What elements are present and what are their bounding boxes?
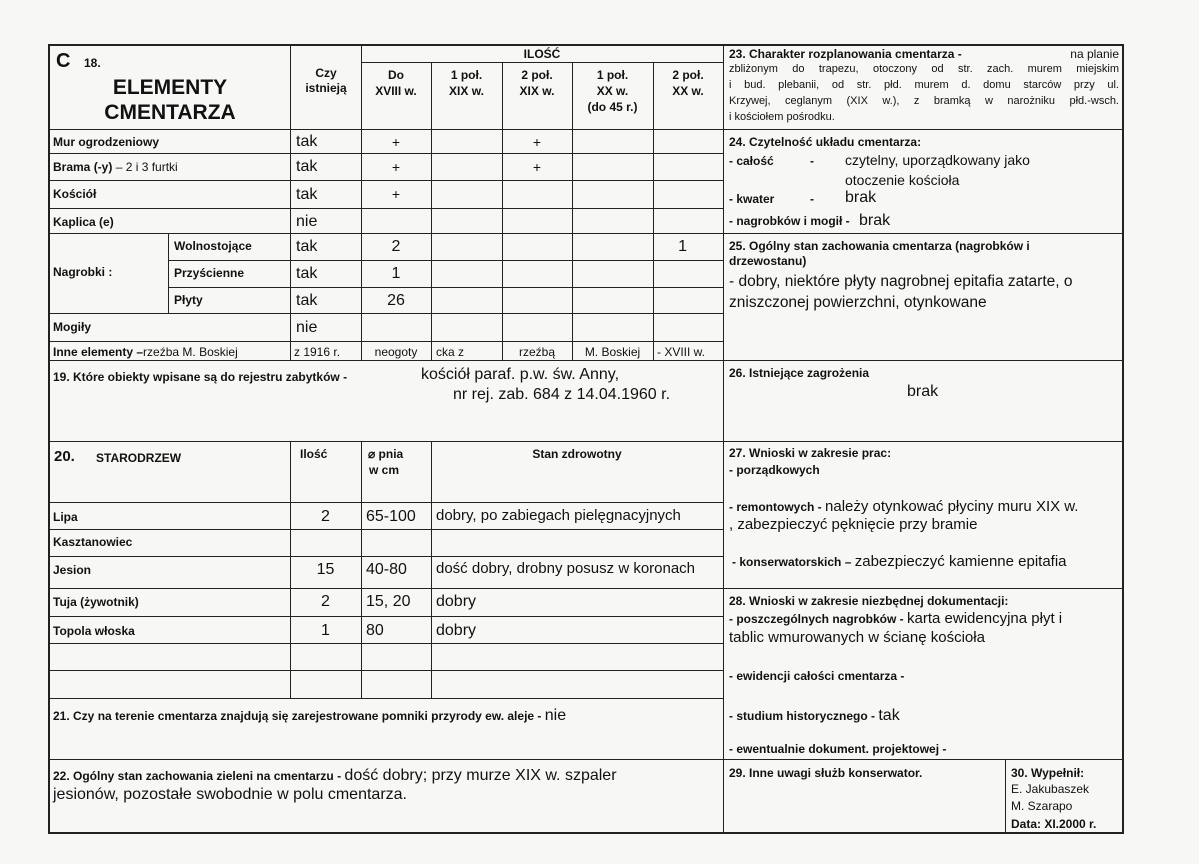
q27-repair-label: - remontowych - bbox=[729, 500, 822, 514]
q23-text: Krzywej, ceglanym (XIX w.), z bramką w narożniku płd.-wsch. bbox=[729, 95, 1119, 107]
q26-answer: brak bbox=[907, 383, 939, 400]
tree-qty: 2 bbox=[321, 508, 330, 525]
period-header-4-line2: XX w. bbox=[672, 84, 704, 98]
grid-line bbox=[361, 441, 362, 698]
exists-value: tak bbox=[296, 186, 318, 203]
quantity-cell: + bbox=[391, 159, 401, 175]
grid-line bbox=[48, 556, 723, 557]
q24-whole-value: czytelny, uporządkowany jako bbox=[845, 152, 1030, 168]
exists-value: tak bbox=[296, 133, 318, 150]
q25-label: 25. Ogólny stan zachowania cmentarza (nagrobków i bbox=[729, 239, 1030, 253]
grid-line bbox=[168, 233, 169, 313]
grid-line bbox=[431, 63, 432, 360]
q21-label: 21. Czy na terenie cmentarza znajdują się zarejestrowane pomniki przyrody ew. aleje - bbox=[53, 709, 542, 723]
q24-graves-value: brak bbox=[859, 212, 891, 229]
quantity-cell: 26 bbox=[387, 292, 405, 309]
quantity-header: ILOŚĆ bbox=[523, 47, 561, 61]
tree-qty: 1 bbox=[321, 622, 330, 639]
element-label: Brama (-y) bbox=[53, 160, 113, 174]
grid-line bbox=[431, 441, 432, 698]
exists-value: tak bbox=[296, 158, 318, 175]
grid-line bbox=[723, 44, 724, 834]
q20-col-qty: Ilość bbox=[300, 447, 328, 461]
quantity-cell: 2 bbox=[391, 238, 401, 255]
period-header-3-line2: XX w. bbox=[596, 84, 629, 98]
exists-value: nie bbox=[296, 319, 318, 336]
element-label: Kościół bbox=[53, 187, 97, 201]
q24-label: 24. Czytelność układu cmentarza: bbox=[729, 135, 922, 149]
grid-line bbox=[361, 62, 723, 63]
q24-quarters-dash: - bbox=[810, 192, 814, 206]
q27-label: 27. Wnioski w zakresie prac: bbox=[729, 446, 892, 460]
quantity-cell: + bbox=[532, 159, 542, 175]
grave-type-label: Płyty bbox=[174, 293, 203, 307]
element-label: Mogiły bbox=[53, 320, 91, 334]
quantity-cell: rzeźbą bbox=[518, 345, 556, 359]
q28-design-label: - ewentualnie dokument. projektowej - bbox=[729, 742, 947, 756]
q24-graves-label: - nagrobków i mogił - bbox=[729, 214, 850, 228]
q20-title: STARODRZEW bbox=[96, 451, 182, 465]
grid-line bbox=[48, 529, 723, 530]
q28-study-value: tak bbox=[878, 707, 900, 724]
grid-line bbox=[48, 208, 723, 209]
quantity-cell: + bbox=[391, 134, 401, 150]
period-header-2-line2: XIX w. bbox=[519, 84, 555, 98]
exists-value: z 1916 r. bbox=[294, 345, 341, 359]
q28-individual-label: - poszczególnych nagrobków - bbox=[729, 612, 904, 626]
q23-text-start: na planie bbox=[1070, 47, 1119, 61]
q30-name: E. Jakubaszek bbox=[1011, 782, 1090, 796]
q28-individual-value-line2: tablic wmurowanych w ścianę kościoła bbox=[729, 629, 985, 646]
q28-study-label: - studium historycznego - bbox=[729, 709, 876, 723]
grave-type-label: Wolnostojące bbox=[174, 239, 252, 253]
tree-health: dobry bbox=[436, 593, 477, 610]
q27-conservation-value: zabezpieczyć kamienne epitafia bbox=[854, 553, 1067, 570]
exists-header: Czy bbox=[315, 66, 337, 80]
element-label-note: – 2 i 3 furtki bbox=[112, 160, 178, 174]
q24-whole-dash: - bbox=[810, 154, 814, 168]
q30-label: 30. Wypełnił: bbox=[1011, 766, 1085, 780]
tree-name: Jesion bbox=[53, 563, 92, 577]
grid-line bbox=[48, 180, 723, 181]
grid-line bbox=[48, 643, 723, 644]
tree-name: Tuja (żywotnik) bbox=[53, 595, 139, 609]
q28-label: 28. Wnioski w zakresie niezbędnej dokumentacji: bbox=[729, 594, 1009, 608]
quantity-cell: + bbox=[391, 186, 401, 202]
grid-line bbox=[48, 588, 1124, 589]
q24-quarters-label: - kwater bbox=[729, 192, 775, 206]
q27-repair-value: należy otynkować płyciny muru XIX w. bbox=[825, 498, 1079, 515]
tree-qty: 15 bbox=[316, 561, 335, 578]
element-label: Mur ogrodzeniowy bbox=[53, 135, 159, 149]
q20-col-health: Stan zdrowotny bbox=[532, 447, 622, 461]
grid-line bbox=[48, 313, 723, 314]
quantity-cell: + bbox=[532, 134, 542, 150]
grid-line bbox=[48, 698, 723, 699]
q22-label: 22. Ogólny stan zachowania zieleni na cmentarzu - bbox=[53, 769, 342, 783]
q28-whole-label: - ewidencji całości cmentarza - bbox=[729, 669, 905, 683]
grave-type-label: Przyścienne bbox=[174, 266, 245, 280]
section-letter: C bbox=[56, 50, 71, 72]
q23-text: zbliżonym do trapezu, otoczony od str. zach. murem miejskim bbox=[729, 63, 1119, 75]
grid-line bbox=[48, 616, 723, 617]
tree-qty: 2 bbox=[321, 593, 330, 610]
q20-number: 20. bbox=[54, 448, 75, 465]
exists-value: tak bbox=[296, 265, 318, 282]
q20-col-diameter-line2: w cm bbox=[369, 463, 400, 477]
grid-line bbox=[723, 233, 1124, 234]
quantity-cell: - XVIII w. bbox=[657, 345, 706, 359]
q30-date: Data: XI.2000 r. bbox=[1011, 817, 1097, 831]
grid-line bbox=[168, 260, 723, 261]
section-number: 18. bbox=[84, 56, 101, 70]
q24-whole-value-line2: otoczenie kościoła bbox=[845, 172, 960, 188]
q22-answer: dość dobry; przy murze XIX w. szpaler bbox=[344, 767, 617, 784]
q27-cleanup-label: - porządkowych bbox=[729, 463, 820, 477]
tree-health: dobry, po zabiegach pielęgnacyjnych bbox=[436, 507, 681, 524]
q25-answer-line2: zniszczonej powierzchni, otynkowane bbox=[729, 294, 987, 311]
q19-answer-line2: nr rej. zab. 684 z 14.04.1960 r. bbox=[453, 386, 671, 403]
tree-health: dość dobry, drobny posusz w koronach bbox=[436, 560, 696, 577]
q30-name: M. Szarapo bbox=[1011, 799, 1073, 813]
exists-header-line2: istnieją bbox=[305, 81, 347, 95]
tree-name: Topola włoska bbox=[53, 624, 135, 638]
quantity-cell: 1 bbox=[678, 238, 687, 255]
q23-text: i kościołem pośrodku. bbox=[729, 111, 835, 123]
grid-line bbox=[502, 63, 503, 360]
quantity-cell: cka z bbox=[436, 345, 465, 359]
grid-line bbox=[48, 502, 723, 503]
q27-repair-value-line2: , zabezpieczyć pęknięcie przy bramie bbox=[729, 516, 978, 533]
grid-line bbox=[48, 441, 1124, 442]
grid-line bbox=[48, 670, 723, 671]
period-header-1-line2: XIX w. bbox=[449, 84, 484, 98]
tree-diameter: 40-80 bbox=[366, 561, 407, 578]
q25-label-line2: drzewostanu) bbox=[729, 254, 807, 268]
grid-line bbox=[653, 63, 654, 360]
q19-answer: kościół paraf. p.w. św. Anny, bbox=[421, 366, 620, 383]
tree-name: Lipa bbox=[53, 510, 78, 524]
period-header-0: Do bbox=[388, 68, 404, 82]
period-header-4: 2 poł. bbox=[672, 68, 704, 82]
q22-answer-line2: jesionów, pozostałe swobodnie w polu cmentarza. bbox=[53, 786, 407, 803]
period-header-2: 2 poł. bbox=[521, 68, 553, 82]
tree-diameter: 65-100 bbox=[366, 508, 416, 525]
graves-group-label: Nagrobki : bbox=[53, 265, 113, 279]
grid-line bbox=[48, 153, 723, 154]
period-header-3-line3: (do 45 r.) bbox=[587, 100, 638, 114]
q20-col-diameter: ⌀ pnia bbox=[368, 447, 404, 461]
grid-line bbox=[48, 233, 723, 234]
q19-label: 19. Które obiekty wpisane są do rejestru zabytków - bbox=[53, 370, 348, 384]
q21-answer: nie bbox=[544, 707, 567, 724]
period-header-1: 1 poł. bbox=[450, 68, 483, 82]
element-label: Inne elementy – bbox=[53, 345, 144, 359]
tree-name: Kasztanowiec bbox=[53, 535, 133, 549]
exists-value: nie bbox=[296, 213, 318, 230]
grid-line bbox=[1005, 759, 1006, 834]
quantity-cell: M. Boskiej bbox=[584, 345, 641, 359]
page-title-line1: ELEMENTY bbox=[112, 76, 228, 99]
tree-diameter: 15, 20 bbox=[366, 593, 411, 610]
element-label: Kaplica (e) bbox=[53, 215, 114, 229]
period-header-3: 1 poł. bbox=[596, 68, 629, 82]
period-header-0-line2: XVIII w. bbox=[375, 84, 417, 98]
exists-value: tak bbox=[296, 292, 318, 309]
page-title-line2: CMENTARZA bbox=[104, 101, 236, 124]
tree-diameter: 80 bbox=[366, 622, 384, 639]
q27-conservation-label: - konserwatorskich – bbox=[732, 555, 852, 569]
grid-line bbox=[723, 129, 1124, 130]
grid-line bbox=[48, 341, 723, 342]
q24-quarters-value: brak bbox=[845, 189, 877, 206]
q24-whole-label: - całość bbox=[729, 154, 774, 168]
quantity-cell: neogoty bbox=[374, 345, 418, 359]
tree-health: dobry bbox=[436, 622, 477, 639]
q25-answer: - dobry, niektóre płyty nagrobnej epitafia zatarte, o bbox=[729, 273, 1073, 290]
q23-text: i bud. plebanii, od str. płd. murem d. domu starców przy ul. bbox=[729, 79, 1119, 91]
grid-line bbox=[48, 129, 723, 130]
grid-line bbox=[48, 360, 1124, 361]
quantity-cell: 1 bbox=[391, 265, 401, 282]
grid-line bbox=[168, 287, 723, 288]
grid-line bbox=[48, 759, 1124, 760]
exists-value: tak bbox=[296, 238, 318, 255]
q28-individual-value: karta ewidencyjna płyt i bbox=[907, 610, 1063, 627]
element-label-note: rzeźba M. Boskiej bbox=[143, 345, 238, 359]
q26-label: 26. Istniejące zagrożenia bbox=[729, 366, 870, 380]
q29-label: 29. Inne uwagi służb konserwator. bbox=[729, 766, 923, 780]
q23-label: 23. Charakter rozplanowania cmentarza - bbox=[729, 47, 962, 61]
